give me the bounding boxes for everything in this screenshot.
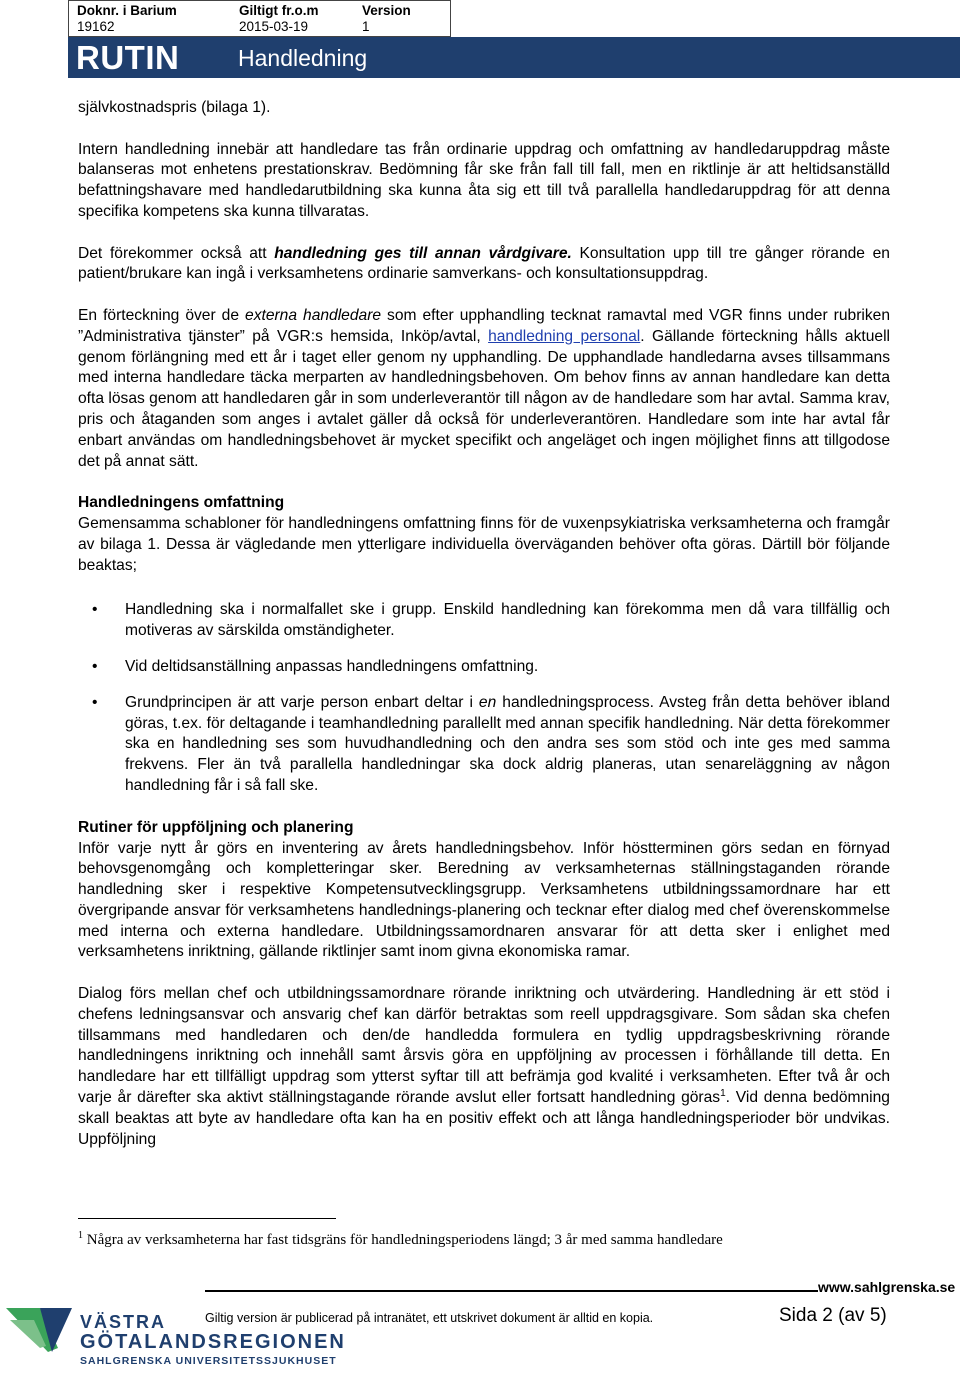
section-heading: Rutiner för uppföljning och planering	[78, 818, 354, 836]
document-meta-table	[68, 0, 451, 37]
doknr-cell	[77, 3, 177, 35]
giltigt-value: 2015-03-19	[239, 19, 309, 34]
footer-rule	[205, 1290, 818, 1292]
page-number: Sida 2 (av 5)	[779, 1305, 887, 1326]
version-value: 1	[362, 19, 370, 34]
footnote-number: 1	[78, 1230, 83, 1241]
doknr-value: 19162	[77, 19, 115, 34]
text-run: Det förekommer också att	[78, 244, 275, 262]
text-run: Konsultation upp till tre gånger rörande en patient/brukare kan ingå i verksamhetens ordinarie samverkans- och konsultationsuppdrag.	[78, 244, 890, 283]
document-body	[78, 98, 890, 1150]
handledning-personal-link[interactable]: handledning personal	[488, 327, 641, 345]
paragraph: Inför varje nytt år görs en inventering av årets handledningsbehov. Inför höstterminen görs sedan en förnyad behovsgenomgång och kompletteringar sker. Beredning av verksamheternas ställningstaganden rörande handledning sker i respektive Kompetensutvecklingsgrupp. Verksamhetens utbildningssamordnare har ett övergripande ansvar för verksamhetens handlednings-planering och tecknar efter dialog med chef överenskommelse med interna och externa handledare. Utbildningssamordnaren ansvarar för att detta sker i enlighet med verksamhetens inriktning, gällande riktlinjer samt inom givna ekonomiska ramar.	[78, 839, 890, 961]
doc-title: Handledning	[238, 45, 368, 71]
footnote-rule	[78, 1218, 336, 1219]
text-run: handledningsprocess. Avsteg från detta behöver ibland göras, t.ex. för deltagande i teamhandledning parallellt med annan specifik handledning. När detta förekommer ska en handledning ses som huvudhandledning och den andra ses som stöd och inte ges med samma frekvens. Fler än två parallella handledningar ska dock aldrig planeras, utan senareläggning av någon handledning får i så fall ske.	[125, 693, 890, 794]
giltigt-label: Giltigt fr.o.m	[239, 3, 319, 18]
validity-note: Giltig version är publicerad på intranätet, ett utskrivet dokument är alltid en kopia.	[205, 1311, 654, 1325]
text-run: . Vid denna bedömning skall beaktas att byte av handledare ofta kan ha en positiv effekt och att långa handledningsperioder bör undvikas. Uppföljning	[78, 1089, 890, 1148]
doknr-label: Doknr. i Barium	[77, 3, 177, 18]
version-label: Version	[362, 3, 411, 18]
emphasis-text: en	[478, 693, 497, 711]
section-heading: Handledningens omfattning	[78, 494, 285, 512]
paragraph	[78, 244, 890, 286]
website: www.sahlgrenska.se	[818, 1279, 956, 1295]
paragraph	[78, 306, 890, 472]
text-run: En förteckning över de	[78, 306, 246, 324]
text-run: som efter upphandling tecknat ramavtal med VGR finns under rubriken ”Administrativa tjänster” på VGR:s hemsida, Inköp/avtal,	[78, 306, 890, 345]
text-run: . Gällande förteckning hålls aktuell genom förlängning med ett år i taget eller genom ny upphandling. De upphandlade handledarna avses tillsammans med interna handledare täcka merparten av handledningsbehoven. Om behov finns av annan handledare kan detta ofta lösas genom att handledaren går in som underleverantör till någon av de handledare som har avtal. Samma krav, pris och åtaganden som anges i avtalet gäller då också för underleverantören. Handledare som inte har avtal får enbart användas om handledningsbehovet är mycket specifikt och angeläget och ingen möjlighet finns att tillgodose det på annat sätt.	[78, 327, 890, 470]
list-item: • Vid deltidsanställning anpassas handledningens omfattning.	[78, 657, 890, 678]
footnote-ref: 1	[720, 1087, 726, 1099]
doc-type: RUTIN	[76, 39, 180, 76]
logo-line3: SAHLGRENSKA UNIVERSITETSSJUKHUSET	[80, 1355, 337, 1367]
list-item	[78, 693, 890, 797]
text-run: Dialog förs mellan chef och utbildningssamordnare rörande inriktning och utvärdering. Handledning är ett stöd i chefens ledningsansvar och ansvarig chef kan därför betraktas som reell uppdragsgivare. Som sådan ska chefen tillsammans med handledaren och den/de handledda formulera en tydlig uppdragsbeskrivning rörande handledningens inriktning och innehåll samt årsvis göra en uppföljning av processen i förhållande till detta. En handledare har ett tillfälligt uppdrag som ytterst syftar till att befrämja god kvalité i verksamheten. Efter två år och varje år därefter ska aktivt ställningstagande rörande avslut eller fortsatt handledning göras	[78, 985, 890, 1107]
version-cell	[362, 3, 411, 35]
bullet-list	[78, 600, 890, 796]
footnote-text: Några av verksamheterna har fast tidsgräns för handledningsperiodens längd; 3 år med samma handledare	[83, 1232, 723, 1248]
logo-line2: GÖTALANDSREGIONEN	[80, 1331, 346, 1353]
header-band	[68, 37, 960, 78]
footnote	[78, 1230, 723, 1250]
paragraph: Gemensamma schabloner för handledningens omfattning finns för de vuxenpsykiatriska verksamheterna och framgår av bilaga 1. Dessa är vägledande men ytterligare individuella överväganden behöver ofta göras. Därtill bör följande beaktas;	[78, 514, 890, 574]
paragraph	[78, 984, 890, 1150]
logo-line1: VÄSTRA	[80, 1312, 167, 1332]
paragraph: självkostnadspris (bilaga 1).	[78, 99, 271, 116]
list-item: • Handledning ska i normalfallet ske i grupp. Enskild handledning kan förekomma men då vara tillfällig och motiveras av särskilda omständigheter.	[78, 600, 890, 642]
emphasis-text: handledning ges till annan vårdgivare.	[274, 244, 572, 262]
emphasis-text: externa handledare	[245, 306, 382, 324]
giltigt-cell	[239, 3, 319, 35]
paragraph: Intern handledning innebär att handledare tas från ordinarie uppdrag och omfattning av handledaruppdrag måste balanseras mot enhetens prestationskrav. Bedömning får ske från fall till fall, men en riktlinje är att heltidsanställd befattningshavare med handledarutbildning ska kunna åta sig ett till två parallella handledaruppdrag för att denna specifika kompetens ska kunna tillvaratas.	[78, 140, 890, 220]
text-run: Grundprincipen är att varje person enbart deltar i	[125, 693, 479, 711]
